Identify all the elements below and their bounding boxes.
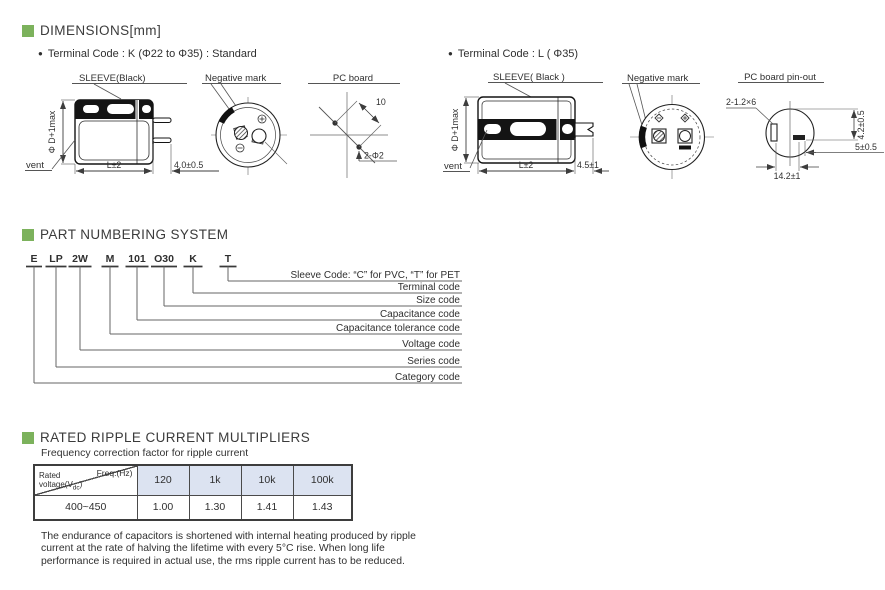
l-pc-offset-dim: 5±0.5: [855, 142, 877, 152]
terminal-l-text: Terminal Code : L ( Φ35): [457, 48, 579, 60]
label-terminal-code: Terminal code: [397, 282, 460, 293]
factor-10k-cell: 1.41: [241, 495, 293, 520]
code-tolerance: M: [105, 253, 115, 265]
voltage-range-cell: 400~450: [34, 495, 137, 520]
label-size-code: Size code: [416, 295, 460, 306]
label-voltage-code: Voltage code: [402, 339, 460, 350]
freq-header-1k: 1k: [189, 465, 241, 495]
table-row: [34, 495, 352, 520]
terminal-l-label: [448, 48, 578, 60]
table-corner-cell: [34, 465, 137, 495]
l-pc-slot-dim: 2-1.2×6: [726, 97, 757, 107]
section-marker-icon: [22, 25, 34, 37]
label-category-code: Category code: [394, 372, 460, 383]
label-series-code: Series code: [407, 356, 460, 367]
dimensions-section-header: [22, 23, 161, 38]
table-header-row: [34, 465, 352, 495]
freq-header-120: 120: [137, 465, 189, 495]
l-pc-horizontal-dim: 14.2±1: [773, 171, 801, 181]
factor-120-cell: 1.00: [137, 495, 189, 520]
corner-rated-voltage-label: [39, 471, 82, 492]
ripple-subtitle: Frequency correction factor for ripple current: [41, 447, 249, 459]
k-pc-board-drawing: [300, 68, 410, 190]
k-vent-label: vent: [26, 160, 44, 171]
terminal-k-label: [38, 48, 257, 60]
k-sleeve-label: SLEEVE(Black): [79, 73, 146, 84]
corner-rated-text: Rated: [39, 471, 61, 481]
code-category: E: [30, 253, 38, 265]
code-sleeve: T: [224, 253, 232, 265]
bullet-icon: ●: [448, 49, 453, 58]
label-capacitance-tolerance-code: Capacitance tolerance code: [336, 323, 460, 334]
label-sleeve-code: Sleeve Code: “C” for PVC, “T” for PET: [290, 270, 460, 281]
code-voltage: 2W: [72, 253, 88, 265]
k-length-dim: L±2: [106, 160, 122, 170]
l-negative-mark-drawing: [605, 68, 723, 190]
bullet-icon: ●: [38, 49, 43, 58]
label-capacitance-code: Capacitance code: [379, 309, 460, 320]
l-lead-dim: 4.5±1: [577, 160, 599, 170]
k-negative-mark-drawing: [195, 68, 307, 190]
ripple-correction-table: [33, 464, 353, 521]
section-marker-icon: [22, 229, 34, 241]
freq-header-100k: 100k: [293, 465, 352, 495]
k-lead-dim: 4.0±0.5: [174, 160, 204, 170]
code-terminal: K: [189, 253, 197, 265]
k-side-view-drawing: [22, 68, 222, 190]
k-pc-holes-dim: 2-Φ2: [364, 150, 384, 161]
section-marker-icon: [22, 432, 34, 444]
code-capacitance: 101: [128, 253, 146, 265]
l-pc-board-label: PC board pin-out: [744, 72, 816, 83]
l-length-dim: L±2: [518, 160, 534, 170]
code-series: LP: [49, 253, 63, 265]
ripple-section-header: [22, 430, 310, 445]
part-numbering-title: PART NUMBERING SYSTEM: [40, 227, 229, 242]
factor-100k-cell: 1.43: [293, 495, 352, 520]
factor-1k-cell: 1.30: [189, 495, 241, 520]
k-negative-mark-label: Negative mark: [205, 73, 267, 84]
part-numbering-section-header: [22, 227, 228, 242]
corner-voltage-text: voltage(V: [39, 480, 73, 490]
freq-header-10k: 10k: [241, 465, 293, 495]
l-pc-board-pinout-drawing: [718, 68, 885, 190]
k-pc-pitch-dim: 10: [376, 97, 386, 107]
ripple-title: RATED RIPPLE CURRENT MULTIPLIERS: [40, 430, 311, 445]
l-side-view-drawing: [443, 68, 611, 190]
code-size: O30: [154, 253, 174, 265]
l-pc-vertical-dim: 4.2±0.5: [856, 110, 866, 140]
dimensions-title: DIMENSIONS[mm]: [40, 23, 162, 38]
corner-voltage-end: ): [79, 480, 83, 490]
corner-voltage-sub: dc: [72, 485, 80, 493]
endurance-note: The endurance of capacitors is shortened with internal heating produced by ripple current at the rate of halving the lifetime with every 5°C rise. When long life performance is required in actual use, the rms ripple current has to be reduced.: [41, 531, 416, 567]
k-diameter-dim: Φ D+1max: [47, 110, 57, 154]
corner-freq-label: Freq.(Hz): [96, 468, 133, 478]
terminal-k-text: Terminal Code : K (Φ22 to Φ35) : Standard: [47, 48, 257, 60]
l-negative-mark-label: Negative mark: [627, 73, 689, 84]
k-pc-board-label: PC board: [332, 73, 374, 84]
l-diameter-dim: Φ D+1max: [450, 108, 460, 152]
part-numbering-diagram: [22, 250, 470, 390]
l-vent-label: vent: [444, 161, 462, 172]
l-sleeve-label: SLEEVE( Black ): [493, 72, 565, 83]
